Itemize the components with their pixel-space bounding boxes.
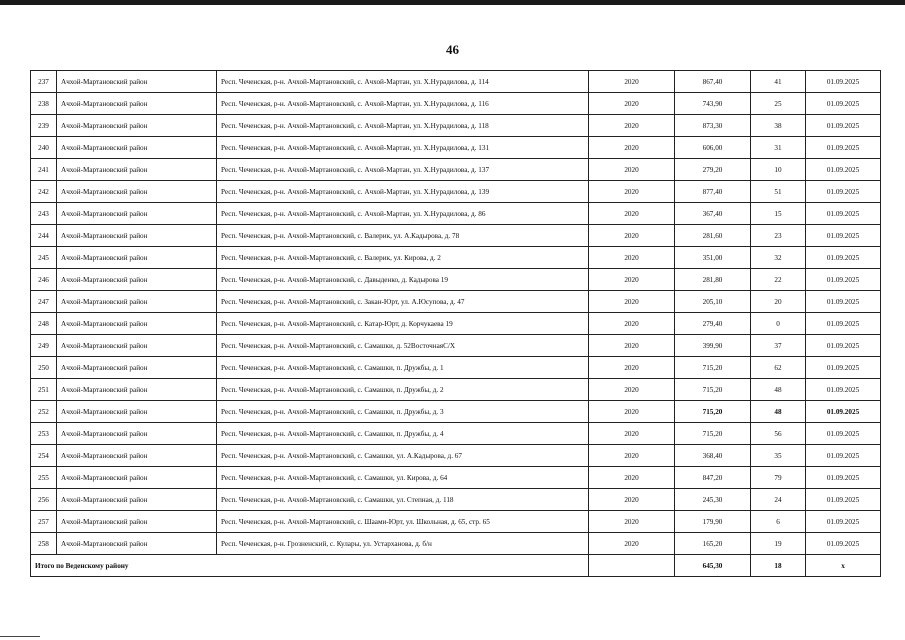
year-cell: 2020 <box>589 379 675 401</box>
count-cell: 62 <box>751 357 806 379</box>
row-number: 253 <box>31 423 57 445</box>
area-cell: 877,40 <box>675 181 751 203</box>
total-label: Итого по Веденскому району <box>31 555 589 577</box>
count-cell: 79 <box>751 467 806 489</box>
area-cell: 743,90 <box>675 93 751 115</box>
table-row <box>31 313 881 335</box>
district-cell: Ачхой-Мартановский район <box>57 467 217 489</box>
table-row <box>31 247 881 269</box>
address-cell: Респ. Чеченская, р-н. Ачхой-Мартановский, с. Закан-Юрт, ул. А.Юсупова, д. 47 <box>217 291 589 313</box>
table-row <box>31 467 881 489</box>
area-cell: 279,20 <box>675 159 751 181</box>
count-cell: 22 <box>751 269 806 291</box>
table-row <box>31 423 881 445</box>
count-cell: 48 <box>751 379 806 401</box>
district-cell: Ачхой-Мартановский район <box>57 489 217 511</box>
address-cell: Респ. Чеченская, р-н. Ачхой-Мартановский, с. Самашки, ул. Степная, д. 118 <box>217 489 589 511</box>
count-cell: 32 <box>751 247 806 269</box>
row-number: 257 <box>31 511 57 533</box>
date-cell: 01.09.2025 <box>806 159 881 181</box>
table-row <box>31 401 881 423</box>
year-cell: 2020 <box>589 511 675 533</box>
page-number: 46 <box>446 42 459 57</box>
address-cell: Респ. Чеченская, р-н. Ачхой-Мартановский, с. Ачхой-Мартан, ул. Х.Нурадилова, д. 131 <box>217 137 589 159</box>
date-cell: 01.09.2025 <box>806 445 881 467</box>
year-cell: 2020 <box>589 291 675 313</box>
date-cell: 01.09.2025 <box>806 489 881 511</box>
row-number: 251 <box>31 379 57 401</box>
date-cell: 01.09.2025 <box>806 511 881 533</box>
table-row <box>31 225 881 247</box>
count-cell: 24 <box>751 489 806 511</box>
count-cell: 0 <box>751 313 806 335</box>
count-cell: 15 <box>751 203 806 225</box>
row-number: 245 <box>31 247 57 269</box>
date-cell: 01.09.2025 <box>806 247 881 269</box>
year-cell: 2020 <box>589 93 675 115</box>
count-cell: 23 <box>751 225 806 247</box>
date-cell: 01.09.2025 <box>806 313 881 335</box>
top-border-bar <box>0 0 905 5</box>
total-row <box>31 555 881 577</box>
count-cell: 56 <box>751 423 806 445</box>
district-cell: Ачхой-Мартановский район <box>57 93 217 115</box>
address-cell: Респ. Чеченская, р-н. Ачхой-Мартановский, с. Ачхой-Мартан, ул. Х.Нурадилова, д. 116 <box>217 93 589 115</box>
row-number: 258 <box>31 533 57 555</box>
date-cell: 01.09.2025 <box>806 357 881 379</box>
count-cell: 10 <box>751 159 806 181</box>
table-row <box>31 137 881 159</box>
address-cell: Респ. Чеченская, р-н. Ачхой-Мартановский, с. Шаами-Юрт, ул. Школьная, д. 65, стр. 65 <box>217 511 589 533</box>
date-cell: 01.09.2025 <box>806 401 881 423</box>
district-cell: Ачхой-Мартановский район <box>57 291 217 313</box>
district-cell: Ачхой-Мартановский район <box>57 71 217 93</box>
address-cell: Респ. Чеченская, р-н. Ачхой-Мартановский, с. Ачхой-Мартан, ул. Х.Нурадилова, д. 118 <box>217 115 589 137</box>
row-number: 246 <box>31 269 57 291</box>
year-cell: 2020 <box>589 269 675 291</box>
table-row <box>31 291 881 313</box>
area-cell: 281,60 <box>675 225 751 247</box>
year-cell: 2020 <box>589 467 675 489</box>
year-cell: 2020 <box>589 181 675 203</box>
table-row <box>31 379 881 401</box>
district-cell: Ачхой-Мартановский район <box>57 313 217 335</box>
total-year-cell <box>589 555 675 577</box>
date-cell: 01.09.2025 <box>806 137 881 159</box>
bottom-edge-line <box>0 636 40 637</box>
row-number: 243 <box>31 203 57 225</box>
count-cell: 48 <box>751 401 806 423</box>
date-cell: 01.09.2025 <box>806 379 881 401</box>
district-cell: Ачхой-Мартановский район <box>57 247 217 269</box>
row-number: 242 <box>31 181 57 203</box>
date-cell: 01.09.2025 <box>806 93 881 115</box>
district-cell: Ачхой-Мартановский район <box>57 511 217 533</box>
area-cell: 245,30 <box>675 489 751 511</box>
year-cell: 2020 <box>589 203 675 225</box>
date-cell: 01.09.2025 <box>806 181 881 203</box>
count-cell: 31 <box>751 137 806 159</box>
date-cell: 01.09.2025 <box>806 203 881 225</box>
year-cell: 2020 <box>589 159 675 181</box>
table-row <box>31 533 881 555</box>
count-cell: 38 <box>751 115 806 137</box>
address-cell: Респ. Чеченская, р-н. Ачхой-Мартановский, с. Ачхой-Мартан, ул. Х.Нурадилова, д. 114 <box>217 71 589 93</box>
district-cell: Ачхой-Мартановский район <box>57 401 217 423</box>
district-cell: Ачхой-Мартановский район <box>57 357 217 379</box>
date-cell: 01.09.2025 <box>806 335 881 357</box>
row-number: 248 <box>31 313 57 335</box>
area-cell: 205,10 <box>675 291 751 313</box>
district-cell: Ачхой-Мартановский район <box>57 335 217 357</box>
year-cell: 2020 <box>589 423 675 445</box>
year-cell: 2020 <box>589 115 675 137</box>
year-cell: 2020 <box>589 71 675 93</box>
address-cell: Респ. Чеченская, р-н. Ачхой-Мартановский, с. Ачхой-Мартан, ул. Х.Нурадилова, д. 137 <box>217 159 589 181</box>
area-cell: 179,90 <box>675 511 751 533</box>
year-cell: 2020 <box>589 335 675 357</box>
year-cell: 2020 <box>589 225 675 247</box>
address-cell: Респ. Чеченская, р-н. Ачхой-Мартановский, с. Катар-Юрт, д. Корчукаева 19 <box>217 313 589 335</box>
count-cell: 19 <box>751 533 806 555</box>
row-number: 254 <box>31 445 57 467</box>
table-row <box>31 269 881 291</box>
count-cell: 37 <box>751 335 806 357</box>
date-cell: 01.09.2025 <box>806 269 881 291</box>
area-cell: 281,80 <box>675 269 751 291</box>
row-number: 247 <box>31 291 57 313</box>
row-number: 252 <box>31 401 57 423</box>
year-cell: 2020 <box>589 313 675 335</box>
row-number: 238 <box>31 93 57 115</box>
table-row <box>31 181 881 203</box>
count-cell: 51 <box>751 181 806 203</box>
district-cell: Ачхой-Мартановский район <box>57 137 217 159</box>
table-row <box>31 115 881 137</box>
table-row <box>31 159 881 181</box>
row-number: 237 <box>31 71 57 93</box>
area-cell: 367,40 <box>675 203 751 225</box>
address-cell: Респ. Чеченская, р-н. Ачхой-Мартановский, с. Самашки, п. Дружбы, д. 4 <box>217 423 589 445</box>
address-cell: Респ. Чеченская, р-н. Ачхой-Мартановский, с. Валерик, ул. Кирова, д. 2 <box>217 247 589 269</box>
table-body <box>31 71 881 555</box>
district-cell: Ачхой-Мартановский район <box>57 115 217 137</box>
row-number: 256 <box>31 489 57 511</box>
date-cell: 01.09.2025 <box>806 467 881 489</box>
row-number: 241 <box>31 159 57 181</box>
total-date: x <box>806 555 881 577</box>
address-cell: Респ. Чеченская, р-н. Ачхой-Мартановский, с. Ачхой-Мартан, ул. Х.Нурадилова, д. 139 <box>217 181 589 203</box>
address-cell: Респ. Чеченская, р-н. Ачхой-Мартановский, с. Самашки, ул. А.Кадырова, д. 67 <box>217 445 589 467</box>
area-cell: 873,30 <box>675 115 751 137</box>
count-cell: 6 <box>751 511 806 533</box>
district-cell: Ачхой-Мартановский район <box>57 225 217 247</box>
district-cell: Ачхой-Мартановский район <box>57 445 217 467</box>
area-cell: 867,40 <box>675 71 751 93</box>
area-cell: 606,00 <box>675 137 751 159</box>
area-cell: 351,00 <box>675 247 751 269</box>
date-cell: 01.09.2025 <box>806 71 881 93</box>
row-number: 249 <box>31 335 57 357</box>
count-cell: 20 <box>751 291 806 313</box>
total-area: 645,30 <box>675 555 751 577</box>
district-cell: Ачхой-Мартановский район <box>57 423 217 445</box>
area-cell: 368,40 <box>675 445 751 467</box>
table-row <box>31 511 881 533</box>
area-cell: 279,40 <box>675 313 751 335</box>
table-row <box>31 489 881 511</box>
address-cell: Респ. Чеченская, р-н. Грозненский, с. Кулары, ул. Устарханова, д. б/н <box>217 533 589 555</box>
address-cell: Респ. Чеченская, р-н. Ачхой-Мартановский, с. Самашки, п. Дружбы, д. 2 <box>217 379 589 401</box>
date-cell: 01.09.2025 <box>806 225 881 247</box>
year-cell: 2020 <box>589 445 675 467</box>
count-cell: 35 <box>751 445 806 467</box>
count-cell: 41 <box>751 71 806 93</box>
table-row <box>31 335 881 357</box>
address-cell: Респ. Чеченская, р-н. Ачхой-Мартановский, с. Давыденко, д. Кадырова 19 <box>217 269 589 291</box>
district-cell: Ачхой-Мартановский район <box>57 379 217 401</box>
count-cell: 25 <box>751 93 806 115</box>
table-row <box>31 357 881 379</box>
row-number: 244 <box>31 225 57 247</box>
area-cell: 847,20 <box>675 467 751 489</box>
district-cell: Ачхой-Мартановский район <box>57 533 217 555</box>
date-cell: 01.09.2025 <box>806 115 881 137</box>
area-cell: 715,20 <box>675 423 751 445</box>
year-cell: 2020 <box>589 401 675 423</box>
area-cell: 715,20 <box>675 379 751 401</box>
address-cell: Респ. Чеченская, р-н. Ачхой-Мартановский, с. Самашки, п. Дружбы, д. 3 <box>217 401 589 423</box>
address-cell: Респ. Чеченская, р-н. Ачхой-Мартановский, с. Самашки, п. Дружбы, д. 1 <box>217 357 589 379</box>
year-cell: 2020 <box>589 247 675 269</box>
area-cell: 165,20 <box>675 533 751 555</box>
total-count: 18 <box>751 555 806 577</box>
district-cell: Ачхой-Мартановский район <box>57 269 217 291</box>
area-cell: 715,20 <box>675 401 751 423</box>
address-cell: Респ. Чеченская, р-н. Ачхой-Мартановский, с. Самашки, ул. Кирова, д. 64 <box>217 467 589 489</box>
district-cell: Ачхой-Мартановский район <box>57 203 217 225</box>
year-cell: 2020 <box>589 533 675 555</box>
district-cell: Ачхой-Мартановский район <box>57 181 217 203</box>
year-cell: 2020 <box>589 489 675 511</box>
date-cell: 01.09.2025 <box>806 291 881 313</box>
address-cell: Респ. Чеченская, р-н. Ачхой-Мартановский, с. Валерик, ул. А.Кадырова, д. 78 <box>217 225 589 247</box>
table-row <box>31 71 881 93</box>
row-number: 250 <box>31 357 57 379</box>
area-cell: 399,90 <box>675 335 751 357</box>
address-cell: Респ. Чеченская, р-н. Ачхой-Мартановский, с. Ачхой-Мартан, ул. Х.Нурадилова, д. 86 <box>217 203 589 225</box>
date-cell: 01.09.2025 <box>806 533 881 555</box>
row-number: 239 <box>31 115 57 137</box>
registry-table <box>30 70 881 577</box>
row-number: 240 <box>31 137 57 159</box>
table-row <box>31 445 881 467</box>
year-cell: 2020 <box>589 137 675 159</box>
address-cell: Респ. Чеченская, р-н. Ачхой-Мартановский, с. Самашки, д. 52ВосточнаяС/Х <box>217 335 589 357</box>
row-number: 255 <box>31 467 57 489</box>
date-cell: 01.09.2025 <box>806 423 881 445</box>
table-row <box>31 203 881 225</box>
district-cell: Ачхой-Мартановский район <box>57 159 217 181</box>
area-cell: 715,20 <box>675 357 751 379</box>
year-cell: 2020 <box>589 357 675 379</box>
table-row <box>31 93 881 115</box>
